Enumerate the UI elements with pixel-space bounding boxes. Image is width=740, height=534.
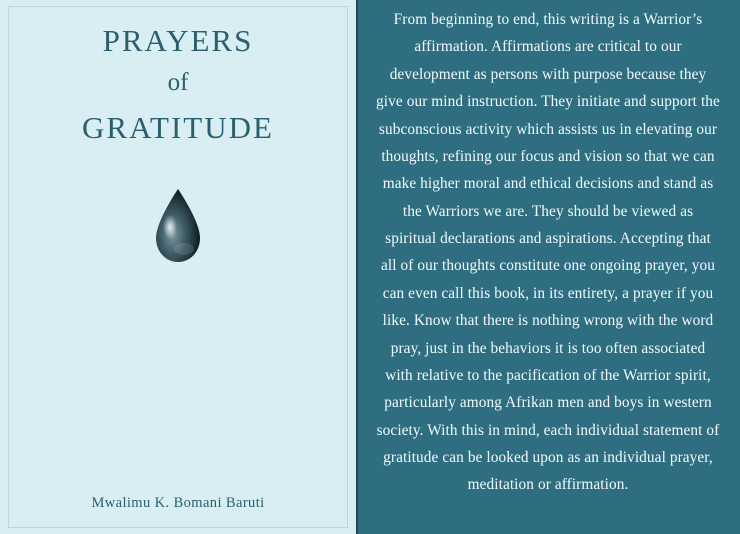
back-cover [358, 0, 740, 534]
emblem-container [0, 187, 356, 265]
title-line-prayers: PRAYERS [102, 23, 254, 58]
back-cover-blurb: From beginning to end, this writing is a Warrior’s affirmation. Affirmations are critical to our development as persons with purpose because they give our mind instruction. They initiate and support the subconscious activity which assists us in elevating our thoughts, refining our focus and vision so that we can make higher moral and ethical decisions and stand as the Warriors we are. They should be viewed as spiritual declarations and aspirations. Accepting that all of our thoughts constitute one ongoing prayer, you can even call this book, in its entirety, a prayer if you like. Know that there is nothing wrong with the word pray, just in the behaviors it is too often associated with relative to the pacification of the Warrior spirit, particularly among Afrikan men and boys in western society. With this in mind, each individual statement of gratitude can be looked upon as an individual prayer, meditation or affirmation. [376, 11, 720, 494]
front-cover [0, 0, 358, 534]
title-line-gratitude: GRATITUDE [82, 109, 274, 145]
book-title [0, 22, 356, 149]
water-drop-icon [150, 187, 206, 265]
author-name: Mwalimu K. Bomani Baruti [91, 495, 265, 511]
title-line-of: of [167, 69, 189, 97]
